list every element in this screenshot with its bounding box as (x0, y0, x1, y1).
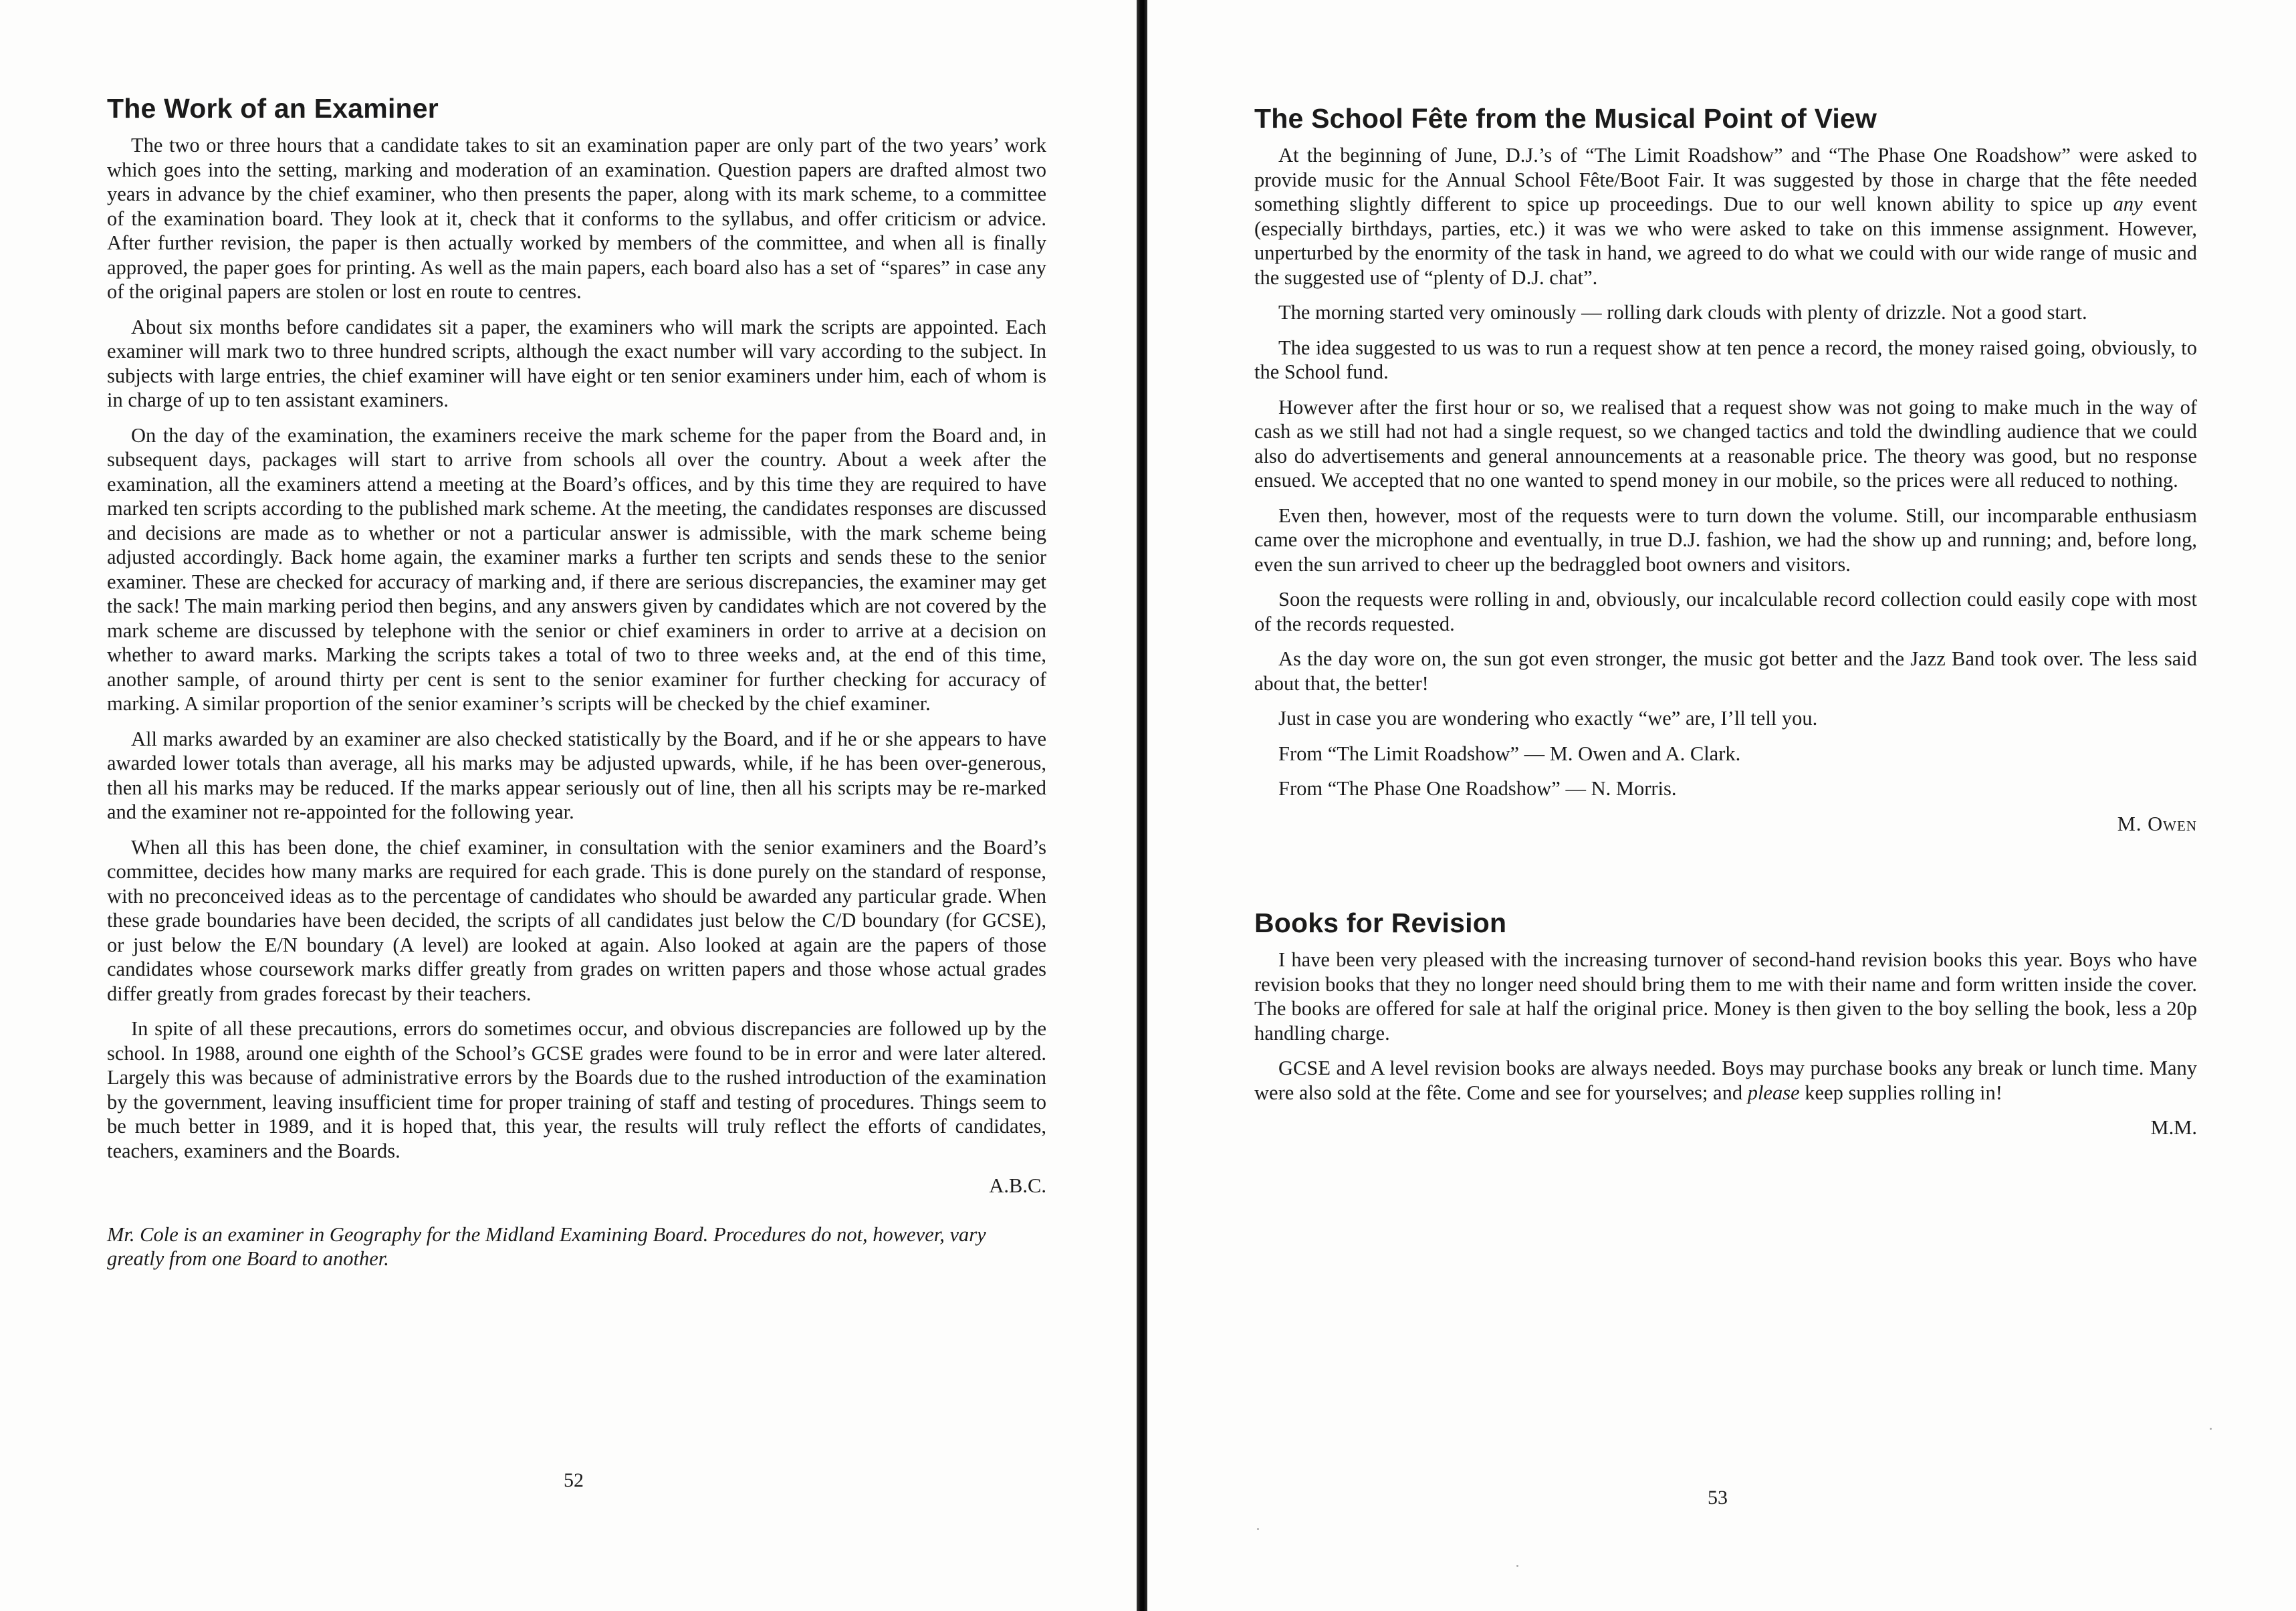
article-paragraph: About six months before candidates sit a paper, the examiners who will mark the scripts are appointed. Each examiner will mark two to three hundred scripts, although the exact number will vary according to the subject. In subjects with large entries, the chief examiner will have eight or ten senior examiners under him, each of whom is in charge of up to ten assistant examiners. (107, 315, 1046, 412)
author-signature: M. Owen (2117, 812, 2197, 835)
scan-speck (2210, 1428, 2212, 1430)
article-paragraph: From “The Phase One Roadshow” — N. Morris. (1278, 777, 1677, 800)
scan-speck (1257, 1528, 1259, 1530)
paragraph-text: At the beginning of June, D.J.’s of “The Limit Roadshow” and “The Phase One Roadshow” were asked to provide music for the Annual School Fête/Boot Fair. It was suggested by those in charge that the fête needed something slightly different to spice up proceedings. Due to our well known ability to spice up (1254, 144, 2197, 216)
article-paragraph: The two or three hours that a candidate takes to sit an examination paper are only part of the two years’ work which goes into the setting, marking and moderation of an examination. Question papers are drafted almost two years in advance by the chief examiner, who then presents the paper, along with its mark scheme, to a committee of the examination board. They look at it, check that it conforms to the syllabus, and offer criticism or advice. After further revision, the paper is then actually worked by members of the committee, and when all is finally approved, the paper goes for printing. As well as the main papers, each board also has a set of “spares” in case any of the original papers are stolen or lost en route to centres. (107, 134, 1046, 304)
article-paragraph: The morning started very ominously — rolling dark clouds with plenty of drizzle. Not a good start. (1278, 301, 2087, 324)
author-signature: A.B.C. (989, 1174, 1046, 1198)
article-paragraph: When all this has been done, the chief examiner, in consultation with the senior examiners and the Board’s committee, decides how many marks are required for each grade. This is done purely on the standard of response, with no preconceived ideas as to the percentage of candidates who should be awarded any particular grade. When these grade boundaries have been decided, the scripts of all candidates just below the C/D boundary (for GCSE), or just below the E/N boundary (A level) are looked at again. Also looked at again are the papers of those candidates whose coursework marks differ greatly from grades on written papers and those whose actual grades differ greatly from grades forecast by their teachers. (107, 835, 1046, 1005)
page-number: 52 (564, 1469, 584, 1491)
article-paragraph: On the day of the examination, the examiners receive the mark scheme for the paper from the Board and, in subsequent days, packages will start to arrive from schools all over the country. About a week after the examination, all the examiners attend a meeting at the Board’s offices, and by this time they are required to have marked ten scripts according to the published mark scheme. At the meeting, the candidates responses are discussed and decisions are made as to whether or not a particular answer is admissible, with the mark scheme being adjusted accordingly. Back home again, the examiner marks a further ten scripts and sends these to the senior examiner. These are checked for accuracy of marking and, if there are serious discrepancies, the examiner may get the sack! The main marking period then begins, and any answers given by candidates which are not covered by the mark scheme are discussed by telephone with the senior or chief examiners in order to arrive at a decision on whether to award marks. Marking the scripts takes a total of two to three weeks and, at the end of this time, another sample, of around thirty per cent is sent to the senior examiner for further checking for accuracy of marking. A similar proportion of the senior examiner’s scripts will be checked by the chief examiner. (107, 423, 1046, 716)
article-paragraph: Just in case you are wondering who exactly “we” are, I’ll tell you. (1278, 707, 1818, 730)
scan-speck (1516, 1565, 1518, 1567)
article-paragraph (1254, 1056, 2197, 1105)
paragraph-text: event (especially birthdays, parties, etc.) it was we who were asked to take on this immense assignment. However, unperturbed by the enormity of the task in hand, we agreed to do what we could with our wide range of music and the suggested use of “plenty of D.J. chat”. (1254, 193, 2197, 289)
page-number: 53 (1708, 1487, 1728, 1509)
article-heading: The School Fête from the Musical Point of View (1254, 103, 1877, 134)
footnote: Mr. Cole is an examiner in Geography for the Midland Examining Board. Procedures do not, however, vary greatly from one Board to another. (107, 1222, 986, 1271)
left-page-column (107, 94, 1046, 1271)
left-page (0, 0, 1137, 1611)
article-paragraph: Even then, however, most of the requests were to turn down the volume. Still, our incomparable enthusiasm came over the microphone and eventually, in true D.J. fashion, we had the show up and running; and, before long, even the sun arrived to cheer up the bedraggled boot owners and visitors. (1254, 504, 2197, 576)
paragraph-text: GCSE and A level revision books are always needed. Boys may purchase books any break or lunch time. Many were also sold at the fête. Come and see for yourselves; and (1254, 1057, 2197, 1104)
article-paragraph: As the day wore on, the sun got even stronger, the music got better and the Jazz Band took over. The less said about that, the better! (1254, 647, 2197, 695)
article-paragraph (1254, 143, 2197, 290)
article-paragraph: In spite of all these precautions, errors do sometimes occur, and obvious discrepancies are followed up by the school. In 1988, around one eighth of the School’s GCSE grades were found to be in error and were later altered. Largely this was because of administrative errors by the Boards due to the rushed introduction of the examination by the government, leaving insufficient time for proper training of staff and testing of procedures. Things seem to be much better in 1989, and it is hoped that, this year, the results will truly reflect the efforts of candidates, teachers, examiners and the Boards. (107, 1017, 1046, 1162)
paragraph-text: keep supplies rolling in! (1799, 1081, 2002, 1104)
article-paragraph: The idea suggested to us was to run a request show at ten pence a record, the money raised going, obviously, to the School fund. (1254, 336, 2197, 384)
article-paragraph: All marks awarded by an examiner are also checked statistically by the Board, and if he or she appears to have awarded lower totals than average, all his marks may be adjusted upwards, while, if he has been over-generous, then all his marks may be reduced. If the marks appear seriously out of line, then all his scripts may be re-marked and the examiner not re-appointed for the following year. (107, 727, 1046, 824)
book-gutter (1137, 0, 1147, 1611)
article-paragraph: However after the first hour or so, we realised that a request show was not going to make much in the way of cash as we still had not had a single request, so we changed tactics and told the dwindling audience that we could also do advertisements and general announcements at a reasonable price. The theory was good, but no response ensued. We accepted that no one wanted to spend money in our mobile, so the prices were all reduced to nothing. (1254, 395, 2197, 492)
right-page (1147, 0, 2296, 1611)
section-spacer (1254, 836, 2197, 908)
author-signature: M.M. (2150, 1116, 2197, 1140)
article-paragraph: I have been very pleased with the increasing turnover of second-hand revision books this year. Boys who have revision books that they no longer need should bring them to me with their name and form written inside the cover. The books are offered for sale at half the original price. Money is then given to the boy selling the book, less a 20p handling charge. (1254, 948, 2197, 1045)
article-heading: Books for Revision (1254, 907, 1507, 939)
article-heading: The Work of an Examiner (107, 93, 439, 124)
emphasis-text: any (2113, 193, 2143, 216)
right-page-column (1254, 104, 2197, 1140)
emphasis-text: please (1747, 1081, 1800, 1104)
article-paragraph: From “The Limit Roadshow” — M. Owen and A. Clark. (1278, 742, 1741, 765)
article-paragraph: Soon the requests were rolling in and, obviously, our incalculable record collection could easily cope with most of the records requested. (1254, 588, 2197, 635)
